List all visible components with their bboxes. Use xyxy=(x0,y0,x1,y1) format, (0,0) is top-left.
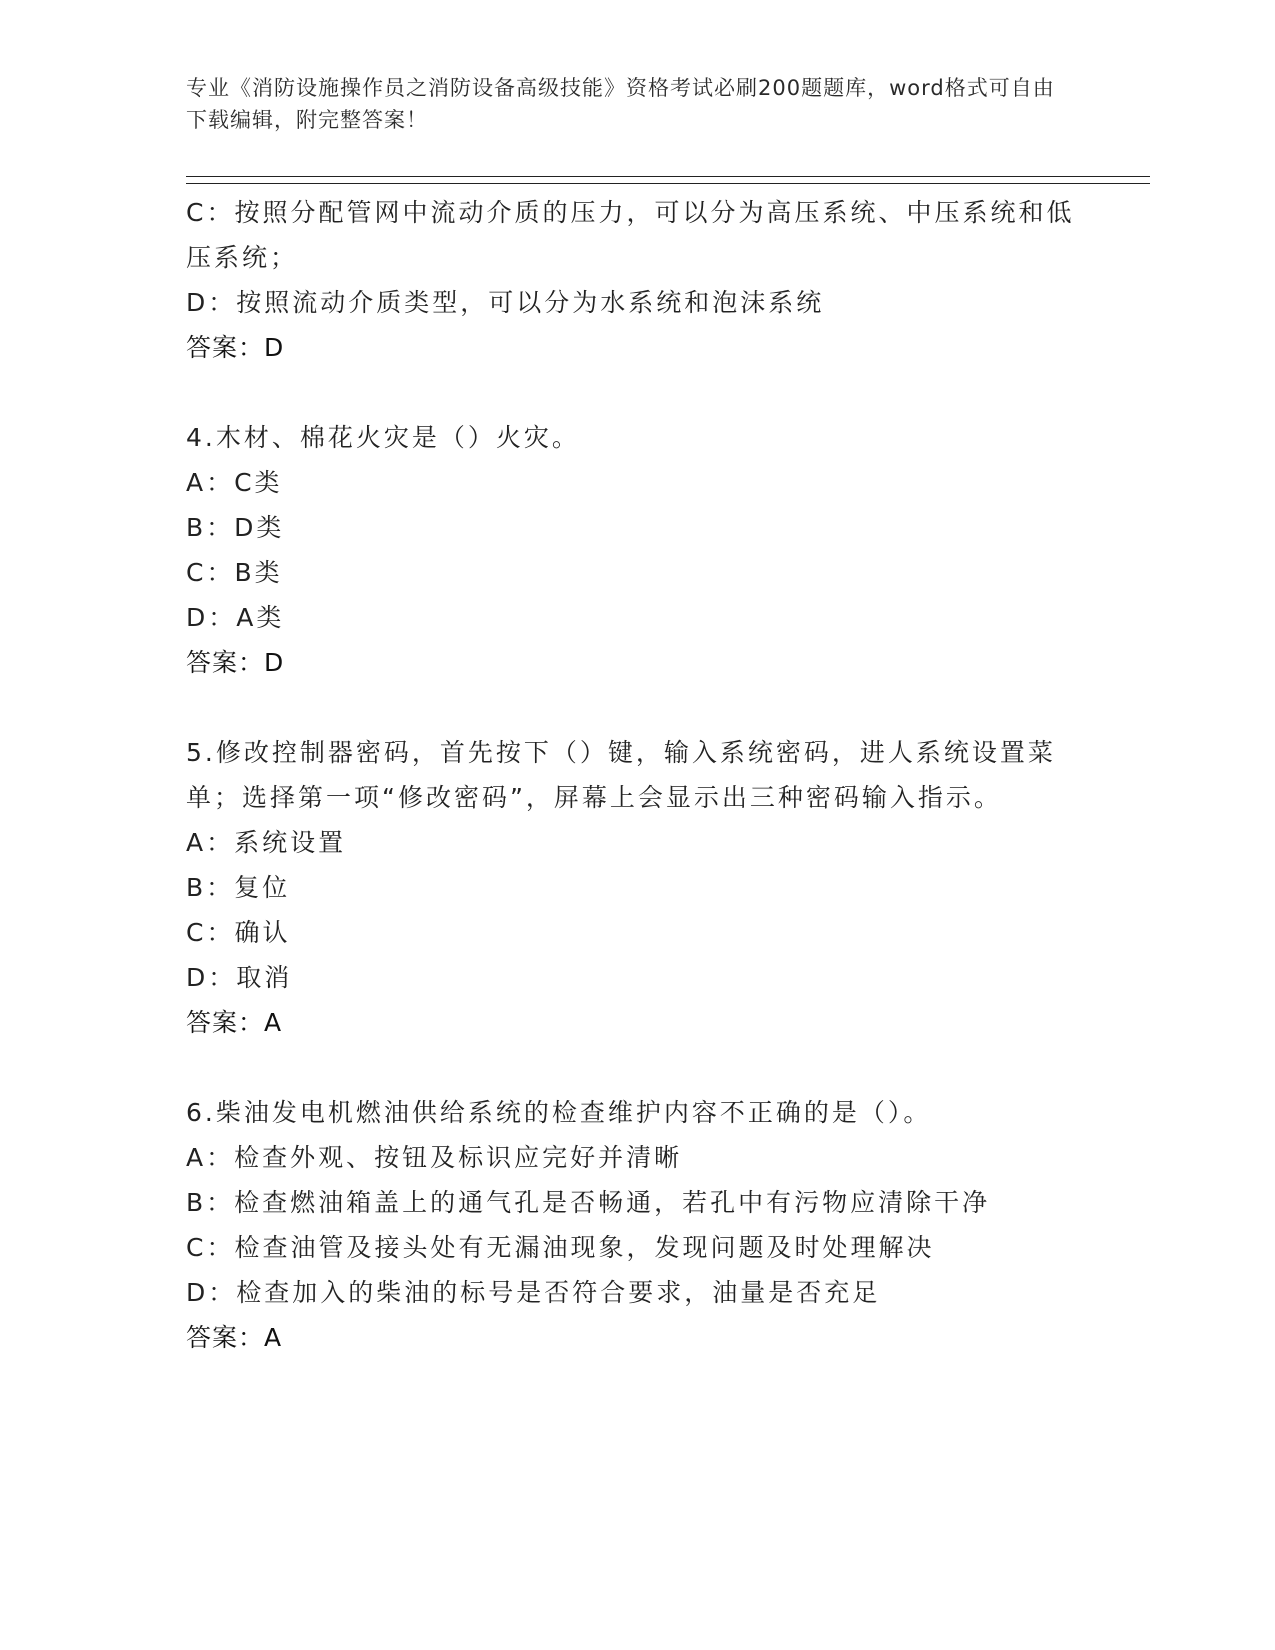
question-4 xyxy=(186,415,1086,685)
q3-answer: 答案：D xyxy=(186,333,285,362)
header-double-rule xyxy=(186,176,1150,184)
document-body xyxy=(186,190,1086,1360)
q6-option-c: C：检查油管及接头处有无漏油现象，发现问题及时处理解决 xyxy=(186,1233,935,1262)
q5-option-c: C：确认 xyxy=(186,918,291,947)
q5-answer: 答案：A xyxy=(186,1008,283,1037)
spacer xyxy=(186,685,1086,730)
spacer xyxy=(186,1045,1086,1090)
question-3-continued xyxy=(186,190,1086,370)
q3-option-d: D：按照流动介质类型，可以分为水系统和泡沫系统 xyxy=(186,288,825,317)
q3-option-c: C：按照分配管网中流动介质的压力，可以分为高压系统、中压系统和低压系统； xyxy=(186,198,1075,272)
spacer xyxy=(186,370,1086,415)
q4-option-b: B：D类 xyxy=(186,513,285,542)
q6-option-a: A：检查外观、按钮及标识应完好并清晰 xyxy=(186,1143,683,1172)
q6-stem: 6.柴油发电机燃油供给系统的检查维护内容不正确的是（）。 xyxy=(186,1098,932,1127)
q5-option-a: A：系统设置 xyxy=(186,828,347,857)
q6-option-b: B：检查燃油箱盖上的通气孔是否畅通，若孔中有污物应清除干净 xyxy=(186,1188,991,1217)
q4-option-a: A：C类 xyxy=(186,468,283,497)
q4-option-d: D：A类 xyxy=(186,603,285,632)
q6-answer: 答案：A xyxy=(186,1323,283,1352)
q5-option-d: D：取消 xyxy=(186,963,293,992)
document-header: 专业《消防设施操作员之消防设备高级技能》资格考试必刷200题题库，word格式可自由下载编辑，附完整答案！ xyxy=(186,76,1055,132)
q5-stem: 5.修改控制器密码，首先按下（）键，输入系统密码，进人系统设置菜单；选择第一项“修改密码”，屏幕上会显示出三种密码输入指示。 xyxy=(186,738,1056,812)
q4-stem: 4.木材、棉花火灾是（）火灾。 xyxy=(186,423,580,452)
question-6 xyxy=(186,1090,1086,1360)
q4-answer: 答案：D xyxy=(186,648,285,677)
q5-option-b: B：复位 xyxy=(186,873,291,902)
question-5 xyxy=(186,730,1086,1045)
q4-option-c: C：B类 xyxy=(186,558,283,587)
q6-option-d: D：检查加入的柴油的标号是否符合要求，油量是否充足 xyxy=(186,1278,881,1307)
